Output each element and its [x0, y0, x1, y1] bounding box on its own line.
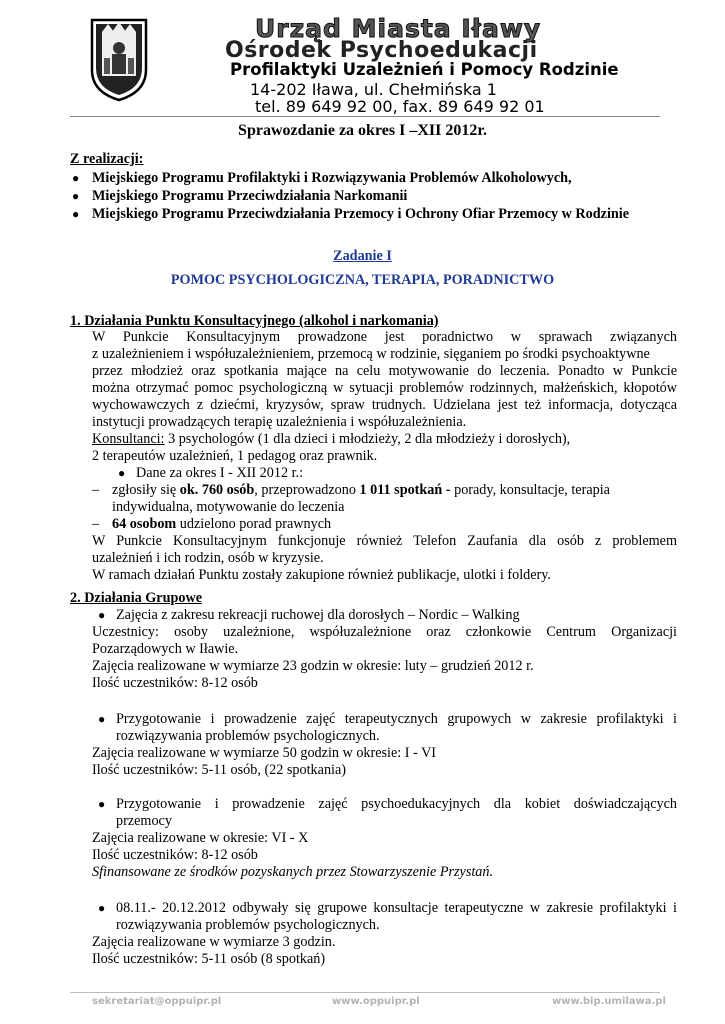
section1-para-line: przez młodzież oraz spotkania mające na celu motywowanie do leczenia. Ponadto w Punkcie: [92, 363, 677, 379]
header-center-name: Ośrodek Psychoedukacji: [225, 38, 538, 63]
consultants-line: [92, 431, 570, 448]
stats-line1: [112, 482, 610, 499]
bullet-icon: ●: [98, 712, 106, 726]
bullet-icon: ●: [98, 901, 106, 915]
stats-meetings: 1 011 spotkań -: [359, 482, 451, 498]
group2-title-cont: rozwiązywania problemów psychologicznych.: [116, 728, 380, 744]
consultants-line2: 2 terapeutów uzależnień, 1 pedagog oraz prawnik.: [92, 448, 378, 464]
stats-persons: ok. 760 osób: [179, 482, 255, 498]
data-period-bullet: Dane za okres I - XII 2012 r.:: [136, 465, 304, 481]
legal-advice-count: 64 osobom: [112, 516, 177, 532]
section1-para-line: z uzależnieniem i współuzależnieniem, przemocą w rodzinie, sięganiem po środki psychoaktywne: [92, 346, 650, 362]
header-center-subtitle: Profilaktyki Uzależnień i Pomocy Rodzinie: [230, 60, 619, 79]
task-subheading: POMOC PSYCHOLOGICZNA, TERAPIA, PORADNICTWO: [170, 272, 555, 288]
legal-advice-text: udzielono porad prawnych: [176, 516, 332, 532]
stats-text: , przeprowadzono: [254, 482, 360, 498]
stats-text: porady, konsultacje, terapia: [450, 482, 610, 498]
group1-line: Pozarządowych w Iławie.: [92, 641, 239, 657]
section1-para-line: instytucji prowadzących terapię uzależnienia i współuzależnienia.: [92, 414, 467, 430]
section1-para-line: W Punkcie Konsultacyjnym prowadzone jest poradnictwo w sprawach związanych: [92, 329, 677, 345]
group4-line: Zajęcia realizowane w wymiarze 3 godzin.: [92, 934, 336, 950]
group2-line: Zajęcia realizowane w wymiarze 50 godzin w okresie: I - VI: [92, 745, 437, 761]
group1-line: Zajęcia realizowane w wymiarze 23 godzin w okresie: luty – grudzień 2012 r.: [92, 658, 534, 674]
footer-bip-link[interactable]: www.bip.umilawa.pl: [552, 996, 666, 1007]
section2-heading: 2. Działania Grupowe: [70, 590, 203, 606]
group3-line: Ilość uczestników: 8-12 osób: [92, 847, 258, 863]
stats-line2: indywidualna, motywowanie do leczenia: [112, 499, 345, 515]
group2-title: Przygotowanie i prowadzenie zajęć terapeutycznych grupowych w zakresie profilaktyki i: [116, 711, 677, 727]
consultants-text: 3 psychologów (1 dla dzieci i młodzieży, 2 dla młodzieży i dorosłych),: [164, 431, 571, 447]
bullet-icon: ●: [72, 207, 80, 221]
group4-line: Ilość uczestników: 5-11 osób (8 spotkań): [92, 951, 326, 967]
group4-title: 08.11.- 20.12.2012 odbywały się grupowe konsultacje terapeutyczne w zakresie profilaktyki i: [116, 900, 677, 916]
section1-para2-line: uzależnień i ich rodzin, osób w kryzysie.: [92, 550, 324, 566]
section1-para2-line: W Punkcie Konsultacyjnym funkcjonuje również Telefon Zaufania dla osób z problemem: [92, 533, 677, 549]
header-office-name: Urząd Miasta Iławy: [255, 14, 542, 43]
city-crest-icon: [90, 18, 148, 102]
bullet-icon: ●: [98, 608, 106, 622]
section1-para2-line: W ramach działań Punktu zostały zakupione również publikacje, ulotki i foldery.: [92, 567, 551, 583]
bullet-icon: ●: [72, 189, 80, 203]
legal-advice-line: [112, 516, 331, 533]
header-address: 14-202 Iława, ul. Chełmińska 1: [250, 80, 497, 99]
section1-para-line: wychowawczych z dziećmi, kryzysów, spraw trudnych. Udzielana jest też informacja, dotycząca: [92, 397, 677, 413]
group4-title-cont: rozwiązywania problemów psychologicznych.: [116, 917, 380, 933]
section1-heading: 1. Działania Punktu Konsultacyjnego (alkohol i narkomania): [70, 313, 439, 329]
section1-para-line: można otrzymać pomoc psychologiczną w sytuacji problemów rodzinnych, małżeńskich, kłopotów: [92, 380, 677, 396]
group3-funding: Sfinansowane ze środków pozyskanych przez Stowarzyszenie Przystań.: [92, 864, 494, 880]
footer-email-link[interactable]: sekretariat@oppuipr.pl: [92, 996, 222, 1007]
footer-website-link[interactable]: www.oppuipr.pl: [332, 996, 420, 1007]
consultants-label: Konsultanci:: [92, 431, 165, 447]
report-title: Sprawozdanie za okres I –XII 2012r.: [238, 122, 487, 139]
header-phone: tel. 89 649 92 00, fax. 89 649 92 01: [255, 97, 545, 116]
footer-divider: [70, 992, 660, 993]
realization-item: Miejskiego Programu Profilaktyki i Rozwiązywania Problemów Alkoholowych,: [92, 170, 572, 186]
group3-title-cont: przemocy: [116, 813, 172, 829]
header-divider: [70, 116, 660, 117]
group3-title: Przygotowanie i prowadzenie zajęć psychoedukacyjnych dla kobiet doświadczających: [116, 796, 677, 812]
realization-item: Miejskiego Programu Przeciwdziałania Przemocy i Ochrony Ofiar Przemocy w Rodzinie: [92, 206, 630, 222]
group1-line: Uczestnicy: osoby uzależnione, współuzależnione oraz członkowie Centrum Organizacji: [92, 624, 677, 640]
dash-icon: –: [92, 482, 100, 498]
bullet-icon: ●: [98, 797, 106, 811]
dash-icon: –: [92, 516, 100, 532]
realization-item: Miejskiego Programu Przeciwdziałania Narkomanii: [92, 188, 408, 204]
group2-line: Ilość uczestników: 5-11 osób, (22 spotkania): [92, 762, 347, 778]
task-heading: Zadanie I: [333, 248, 392, 264]
group1-title: Zajęcia z zakresu rekreacji ruchowej dla dorosłych – Nordic – Walking: [116, 607, 520, 623]
group1-line: Ilość uczestników: 8-12 osób: [92, 675, 258, 691]
bullet-icon: ●: [118, 466, 126, 480]
group3-line: Zajęcia realizowane w okresie: VI - X: [92, 830, 309, 846]
stats-text: zgłosiły się: [112, 482, 180, 498]
realization-heading: Z realizacji:: [70, 151, 144, 167]
bullet-icon: ●: [72, 171, 80, 185]
